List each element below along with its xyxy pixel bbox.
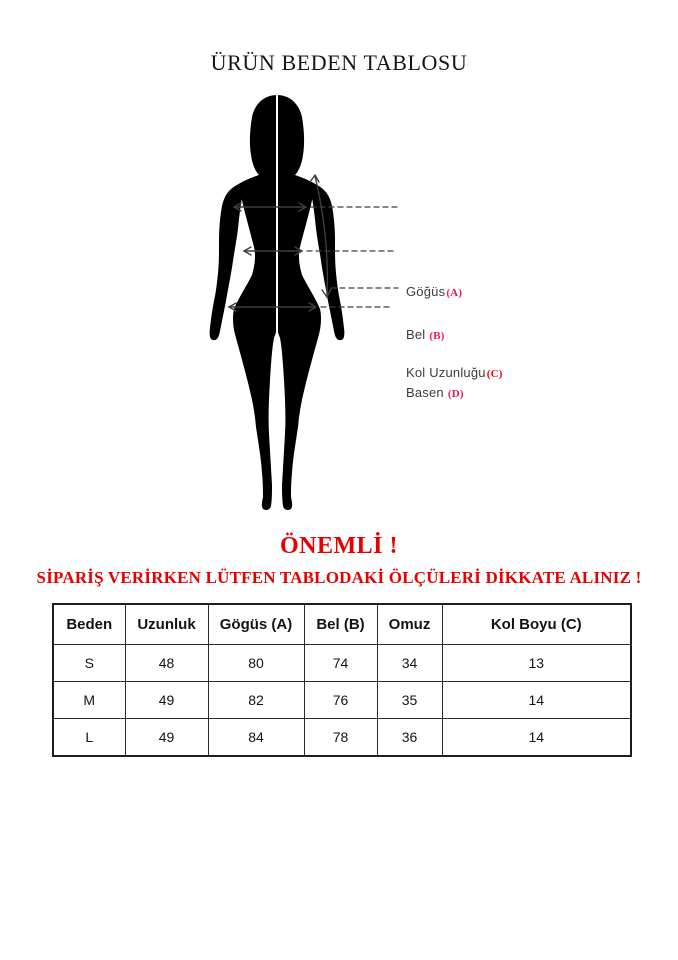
measurement-label-sleeve <box>406 366 503 380</box>
table-cell: 13 <box>442 645 631 682</box>
chest-label-text: Göğüs <box>406 284 446 299</box>
table-cell: 84 <box>208 719 304 757</box>
table-cell: L <box>53 719 125 757</box>
hip-letter-d: (D) <box>447 388 464 400</box>
hip-label-text: Basen <box>406 385 444 400</box>
size-table-header-row <box>53 604 631 645</box>
table-cell: 14 <box>442 682 631 719</box>
page-title: ÜRÜN BEDEN TABLOSU <box>210 50 468 75</box>
table-cell: 82 <box>208 682 304 719</box>
sleeve-label-text: Kol Uzunluğu <box>406 365 486 380</box>
waist-letter-b: (B) <box>429 330 445 342</box>
silhouette-shape <box>210 95 345 510</box>
waist-label-text: Bel <box>406 327 426 342</box>
body-measurement-diagram <box>0 85 678 525</box>
table-cell: 49 <box>125 682 208 719</box>
table-cell: S <box>53 645 125 682</box>
header-cell-bel: Bel (B) <box>304 604 377 645</box>
table-cell: 49 <box>125 719 208 757</box>
measurement-label-chest <box>406 285 462 299</box>
table-cell: 14 <box>442 719 631 757</box>
header-cell-kolboyu: Kol Boyu (C) <box>442 604 631 645</box>
measurement-label-waist <box>406 328 445 342</box>
table-cell: 34 <box>377 645 442 682</box>
warning-text: SİPARİŞ VERİRKEN LÜTFEN TABLODAKİ ÖLÇÜLERİ DİKKATE ALINIZ ! <box>36 568 642 587</box>
header-cell-gogus: Gögüs (A) <box>208 604 304 645</box>
table-cell: 78 <box>304 719 377 757</box>
header-cell-uzunluk: Uzunluk <box>125 604 208 645</box>
header-cell-omuz: Omuz <box>377 604 442 645</box>
size-row-s <box>53 645 631 682</box>
important-heading: ÖNEMLİ ! <box>280 533 398 559</box>
chest-letter-a: (A) <box>446 287 463 299</box>
header-cell-beden: Beden <box>53 604 125 645</box>
table-cell: 35 <box>377 682 442 719</box>
table-cell: 48 <box>125 645 208 682</box>
table-cell: M <box>53 682 125 719</box>
sleeve-letter-c: (C) <box>486 368 503 380</box>
size-row-m <box>53 682 631 719</box>
table-cell: 80 <box>208 645 304 682</box>
table-cell: 76 <box>304 682 377 719</box>
size-table <box>52 603 632 757</box>
table-cell: 74 <box>304 645 377 682</box>
female-body-silhouette <box>190 85 405 525</box>
table-cell: 36 <box>377 719 442 757</box>
size-row-l <box>53 719 631 757</box>
measurement-label-hip <box>406 386 464 400</box>
